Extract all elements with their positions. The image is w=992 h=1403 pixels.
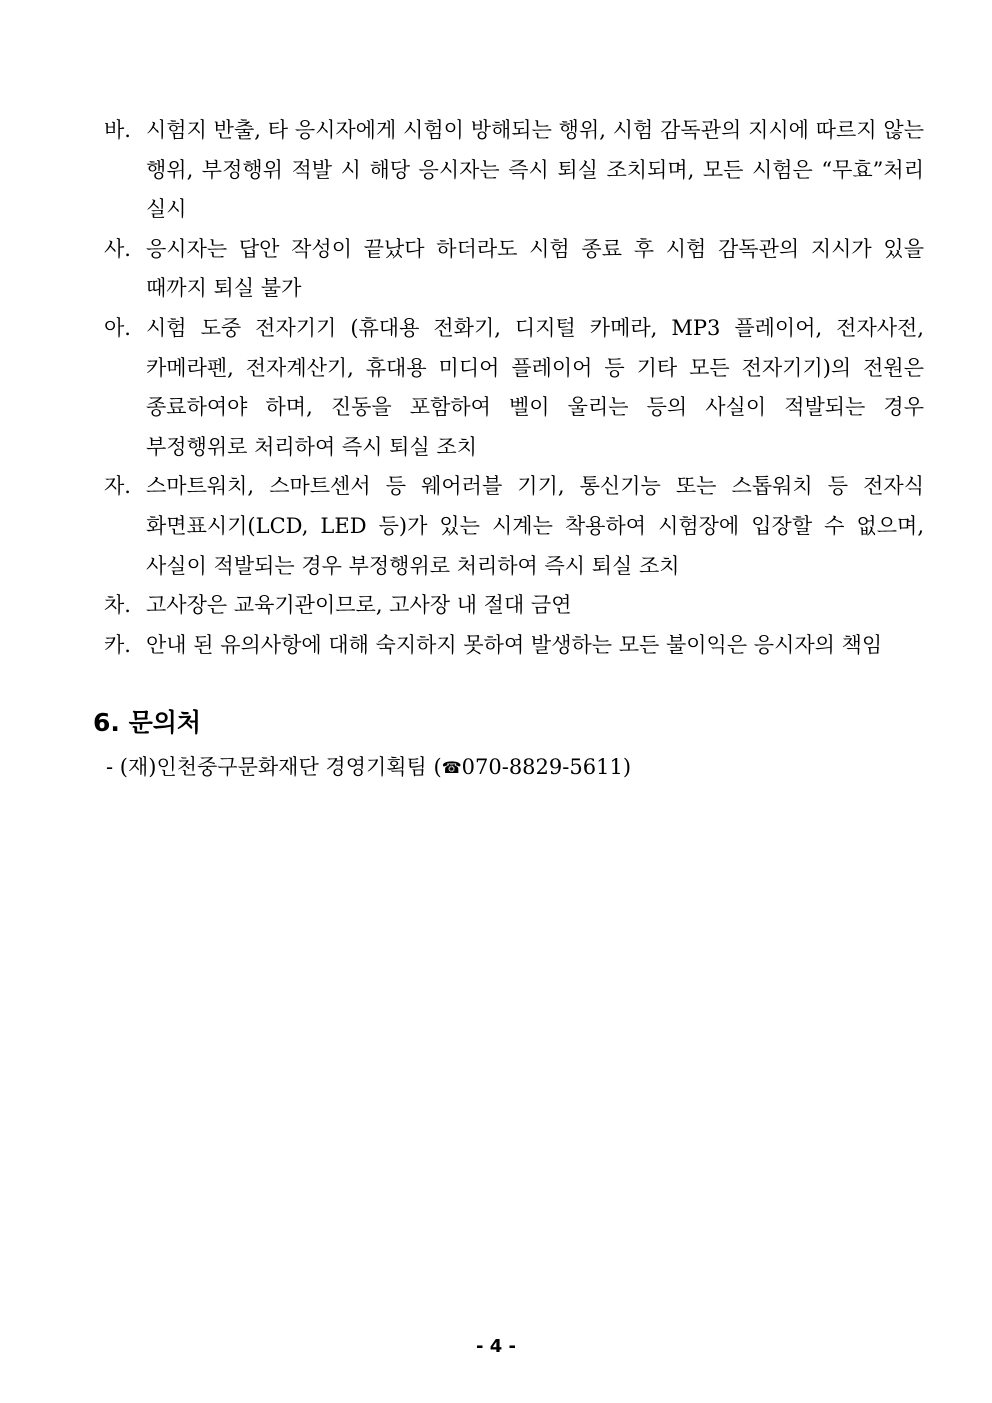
notice-item	[104, 467, 924, 586]
contact-line	[106, 749, 631, 786]
contact-organization: - (재)인천중구문화재단 경영기획팀 (	[106, 755, 442, 779]
notice-text: 응시자는 답안 작성이 끝났다 하더라도 시험 종료 후 시험 감독관의 지시가 있을 때까지 퇴실 불가	[146, 236, 924, 301]
notice-marker: 아.	[104, 315, 131, 340]
notice-text: 안내 된 유의사항에 대해 숙지하지 못하여 발생하는 모든 불이익은 응시자의 책임	[146, 632, 883, 657]
notice-list	[104, 111, 924, 665]
contact-suffix: )	[622, 755, 632, 779]
notice-text: 스마트워치, 스마트센서 등 웨어러블 기기, 통신기능 또는 스톱워치 등 전자식 화면표시기(LCD, LED 등)가 있는 시계는 착용하여 시험장에 입장할 수 없으며, 사실이 적발되는 경우 부정행위로 처리하여 즉시 퇴실 조치	[146, 474, 924, 578]
telephone-icon: ☎	[441, 758, 462, 777]
section-title: 6. 문의처	[93, 708, 202, 737]
notice-text: 시험지 반출, 타 응시자에게 시험이 방해되는 행위, 시험 감독관의 지시에 따르지 않는 행위, 부정행위 적발 시 해당 응시자는 즉시 퇴실 조치되며, 모든 시험은 “무효”처리 실시	[146, 118, 924, 222]
notice-marker: 카.	[104, 632, 131, 657]
contact-phone: 070-8829-5611	[461, 755, 623, 779]
page-number: - 4 -	[476, 1336, 516, 1357]
notice-text: 시험 도중 전자기기 (휴대용 전화기, 디지털 카메라, MP3 플레이어, 전자사전, 카메라펜, 전자계산기, 휴대용 미디어 플레이어 등 기타 모든 전자기기)의 전원은 종료하여야 하며, 진동을 포함하여 벨이 울리는 등의 사실이 적발되는 경우 부정행위로 처리하여 즉시 퇴실 조치	[146, 315, 924, 459]
notice-marker: 자.	[104, 474, 131, 499]
notice-item	[104, 626, 924, 666]
notice-item	[104, 586, 924, 626]
notice-item	[104, 230, 924, 309]
notice-marker: 차.	[104, 593, 131, 618]
notice-item	[104, 309, 924, 467]
notice-marker: 사.	[104, 236, 131, 261]
notice-marker: 바.	[104, 118, 131, 142]
notice-text: 고사장은 교육기관이므로, 고사장 내 절대 금연	[146, 593, 572, 618]
notice-item	[104, 111, 924, 230]
